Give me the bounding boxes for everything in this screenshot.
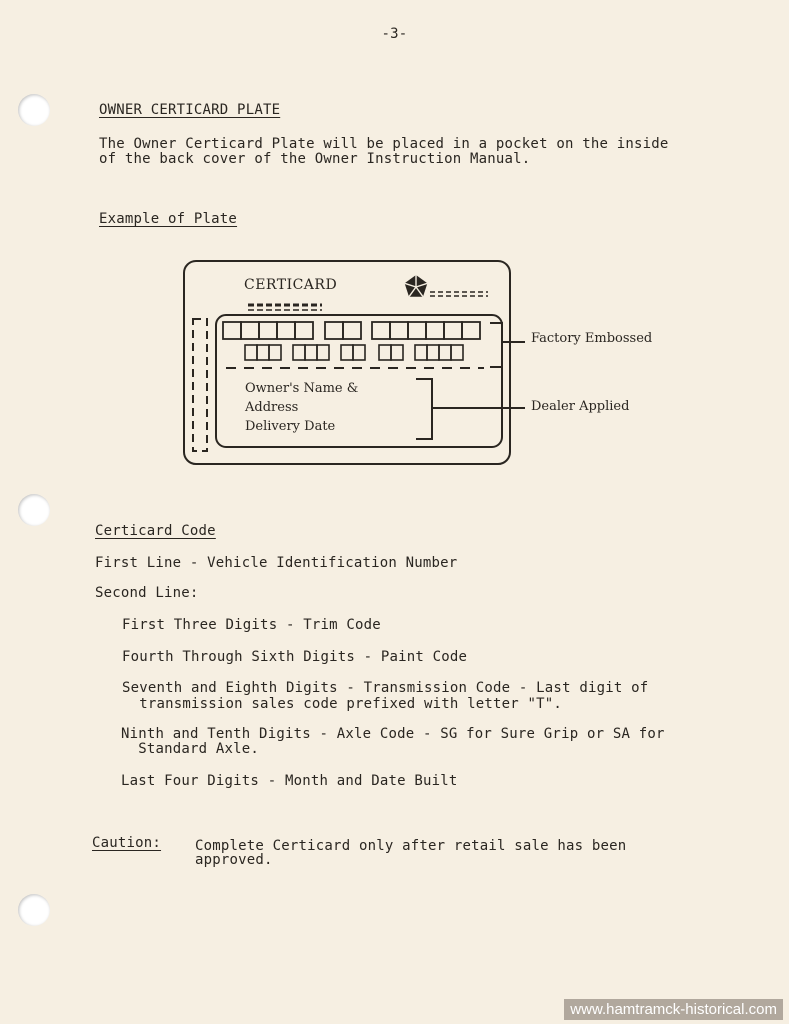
certicard-plate-diagram xyxy=(180,255,680,470)
certicard-code-heading: Certicard Code xyxy=(95,523,216,539)
pentastar-icon xyxy=(405,275,428,297)
row2-boxes xyxy=(245,345,463,360)
punch-hole-top xyxy=(18,94,50,126)
code-item-paint: Fourth Through Sixth Digits - Paint Code xyxy=(122,649,468,665)
caution-label: Caution: xyxy=(92,835,162,851)
section-heading-owner-certicard-plate: OWNER CERTICARD PLATE xyxy=(99,102,281,118)
site-watermark: www.hamtramck-historical.com xyxy=(564,999,783,1020)
paragraph-line-1: The Owner Certicard Plate will be placed in a pocket on the inside xyxy=(99,136,669,152)
code-item-axle-1: Ninth and Tenth Digits - Axle Code - SG for Sure Grip or SA for xyxy=(121,726,665,742)
caution-line-1: Complete Certicard only after retail sale has been xyxy=(195,838,627,854)
plate-title: CERTICARD xyxy=(244,277,338,293)
caution-line-2: approved. xyxy=(195,852,273,868)
plate-outline xyxy=(184,261,510,464)
left-strip xyxy=(193,319,207,451)
owner-line-3: Delivery Date xyxy=(245,419,336,434)
dealer-bracket xyxy=(416,379,432,439)
factory-bracket xyxy=(490,323,502,367)
row1-boxes xyxy=(223,322,480,339)
code-item-transmission-2: transmission sales code prefixed with letter "T". xyxy=(122,696,563,712)
first-line-text: First Line - Vehicle Identification Number xyxy=(95,555,458,571)
factory-embossed-label: Factory Embossed xyxy=(531,331,653,346)
paragraph-line-2: of the back cover of the Owner Instruction Manual. xyxy=(99,151,531,167)
owner-line-2: Address xyxy=(245,400,299,415)
page-number: -3- xyxy=(381,26,408,42)
punch-hole-bottom xyxy=(18,894,50,926)
code-item-trim: First Three Digits - Trim Code xyxy=(122,617,381,633)
code-item-date: Last Four Digits - Month and Date Built xyxy=(121,773,458,789)
code-item-axle-2: Standard Axle. xyxy=(121,741,260,757)
owner-line-1: Owner's Name & xyxy=(245,381,359,396)
punch-hole-middle xyxy=(18,494,50,526)
example-heading: Example of Plate xyxy=(99,211,238,227)
dealer-applied-label: Dealer Applied xyxy=(531,399,630,414)
code-item-transmission-1: Seventh and Eighth Digits - Transmission Code - Last digit of xyxy=(122,680,649,696)
second-line-text: Second Line: xyxy=(95,585,199,601)
